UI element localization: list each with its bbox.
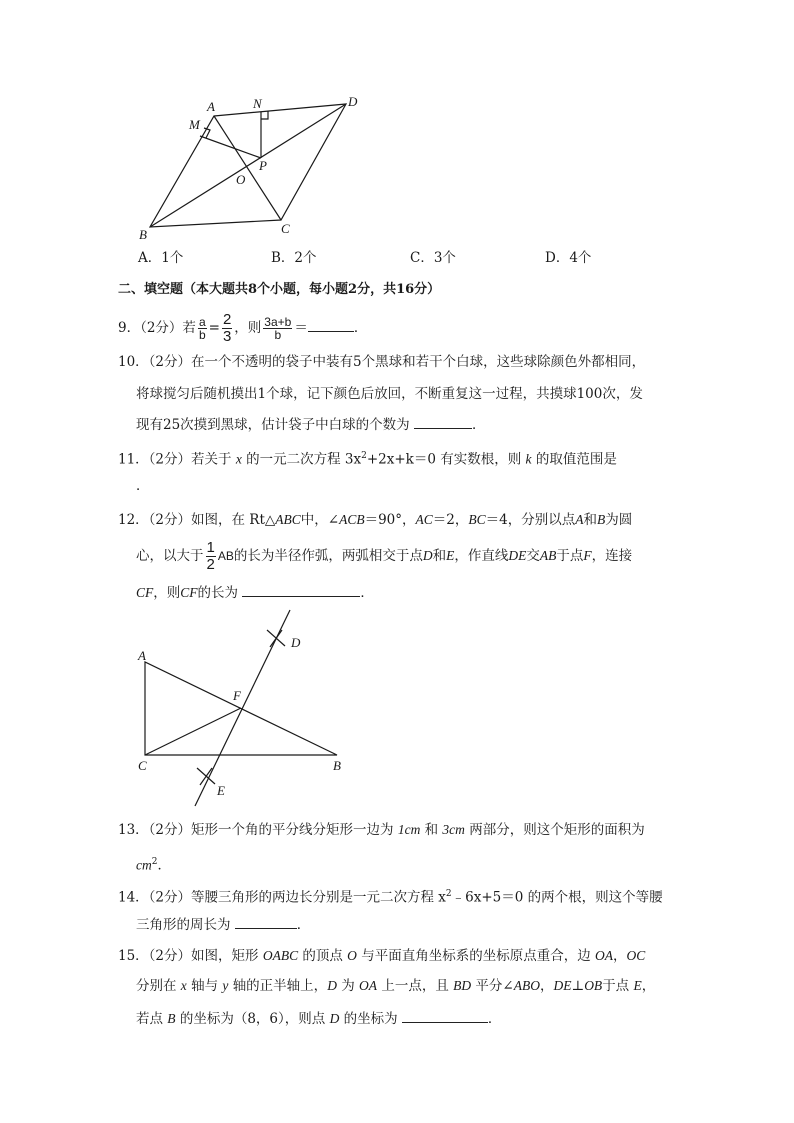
question-12-line1: 12．（2分）如图，在 Rt△ABC中，∠ACB＝90°，AC＝2，BC＝4，分别以点A和B为圆	[118, 512, 633, 528]
fraction-one-half: $\frac{1}{2}$	[206, 539, 215, 573]
question-9: 9．（2分）若 $\frac{a}{b}$ = $\frac{2}{3}$ ，则 $\frac{3a+b}{b}$ ＝ ．	[118, 311, 368, 345]
question-10-line2: 将球搅匀后随机摸出1个球，记下颜色后放回，不断重复这一过程，共摸球100次，发	[136, 386, 643, 402]
label-c2: C	[138, 758, 147, 773]
segment-mp	[200, 136, 261, 158]
segment-cf	[145, 708, 241, 755]
label-d: D	[348, 94, 358, 109]
answer-blank-15	[402, 1008, 488, 1023]
answer-blank-12	[242, 582, 360, 597]
question-10-line3: 现有25次摸到黑球，估计袋子中白球的个数为 ．	[136, 414, 485, 435]
answer-blank-14	[235, 914, 297, 929]
parallelogram-figure	[130, 90, 370, 245]
question-15-line3: 若点 B 的坐标为（8，6），则点 D 的坐标为 ．	[136, 1008, 501, 1029]
choice-a: A．1个	[138, 250, 184, 266]
right-angle-m	[204, 128, 210, 138]
label-c: C	[281, 221, 290, 236]
label-b: B	[139, 227, 147, 242]
label-a: A	[207, 99, 215, 114]
question-11-line2: ．	[136, 478, 150, 494]
question-13-line2: $cm^2$．	[136, 857, 171, 874]
question-15-line1: 15．（2分）如图，矩形 OABC 的顶点 O 与平面直角坐标系的坐标原点重合，边 OA，OC	[118, 948, 646, 964]
label-m: M	[189, 117, 200, 132]
answer-blank-9	[308, 317, 354, 332]
question-11-line1: 11．（2分）若关于 x 的一元二次方程 $3x^2+2x+k=0$ 有实数根，则 k 的取值范围是	[118, 451, 617, 468]
fraction-a-b: $\frac{a}{b}$	[198, 315, 206, 342]
label-p: P	[259, 158, 267, 173]
choice-c: C．3个	[410, 250, 456, 266]
question-14-line2: 三角形的周长为 ．	[136, 914, 310, 935]
diagonal-bd	[150, 104, 346, 227]
label-e: E	[217, 783, 225, 798]
question-13-line1: 13．（2分）矩形一个角的平分线分矩形一边为 1cm 和 3cm 两部分，则这个矩形的面积为	[118, 822, 645, 838]
question-12-line2: 心，以大于 $\frac{1}{2}$ AB的长为半径作弧，两弧相交于点D和E，作直线DE交AB于点F，连接	[136, 539, 633, 573]
label-f: F	[233, 688, 241, 703]
question-15-line2: 分别在 x 轴与 y 轴的正半轴上，D 为 OA 上一点，且 BD 平分∠ABO，DE⊥OB于点 E，	[136, 978, 656, 994]
answer-blank-10	[414, 414, 472, 429]
triangle-figure	[130, 605, 341, 810]
question-10-line1: 10．（2分）在一个不透明的袋子中装有5个黑球和若干个白球，这些球除颜色外都相同，	[118, 354, 646, 370]
choice-b: B．2个	[271, 250, 317, 266]
fraction-3a-b-over-b: $\frac{3a+b}{b}$	[264, 315, 292, 342]
diagonal-ac	[214, 116, 281, 220]
label-b2: B	[333, 758, 341, 773]
arc-mark-d-2	[270, 630, 282, 647]
label-o: O	[236, 172, 246, 187]
fraction-2-3: $\frac{2}{3}$	[222, 311, 232, 345]
section-heading: 二、填空题（本大题共8个小题，每小题2分，共16分）	[118, 282, 441, 297]
label-n: N	[253, 96, 262, 111]
question-12-line3: CF，则CF的长为 ．	[136, 582, 374, 603]
question-14-line1: 14．（2分）等腰三角形的两边长分别是一元二次方程 $x^2﹣6x+5=0$ 的两个根，则这个等腰	[118, 889, 663, 906]
label-a2: A	[138, 648, 146, 663]
choice-d: D．4个	[545, 250, 592, 266]
label-d2: D	[291, 635, 301, 650]
